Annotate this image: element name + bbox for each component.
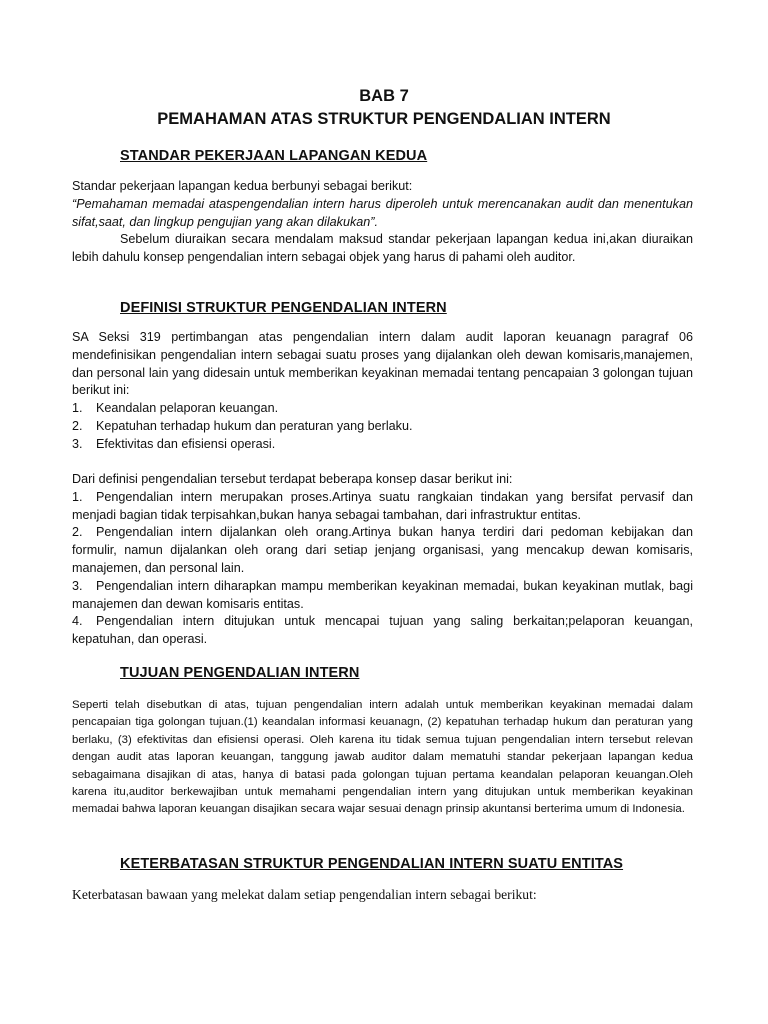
standard-intro: Standar pekerjaan lapangan kedua berbunyi sebagai berikut:	[72, 179, 413, 193]
list-item	[72, 524, 693, 577]
list-number: 1.	[72, 401, 83, 416]
section-heading-keterbatasan: KETERBATASAN STRUKTUR PENGENDALIAN INTERN SUATU ENTITAS	[120, 856, 624, 872]
list-number: 3.	[72, 436, 83, 451]
list-text: Pengendalian intern ditujukan untuk mencapai tujuan yang saling berkaitan;pelaporan keuangan, kepatuhan, dan operasi.	[72, 614, 693, 647]
standard-paragraph: Sebelum diuraikan secara mendalam maksud standar pekerjaan lapangan kedua ini,akan diuraikan lebih dahulu konsep pengendalian intern sebagai objek yang harus di pahami oleh auditor.	[72, 232, 693, 265]
list-item	[72, 489, 693, 525]
section-heading-standar: STANDAR PEKERJAAN LAPANGAN KEDUA	[120, 148, 428, 164]
list-text: Pengendalian intern diharapkan mampu memberikan keyakinan memadai, bukan keyakinan mutlak, bagi manajemen dan dewan komisaris entitas.	[72, 578, 693, 611]
list-item	[72, 436, 693, 454]
list-text: Kepatuhan terhadap hukum dan peraturan yang berlaku.	[96, 418, 413, 433]
list-text: Pengendalian intern merupakan proses.Artinya suatu rangkaian tindakan yang bersifat pervasif dan menjadi bagian tidak terpisahkan,bukan hanya sebagai tambahan, dari infrastruktur entitas.	[72, 489, 693, 522]
list-number: 3.	[72, 578, 83, 593]
limitation-paragraph: Keterbatasan bawaan yang melekat dalam setiap pengendalian intern sebagai berikut:	[72, 887, 537, 902]
list-item	[72, 578, 693, 614]
list-number: 4.	[72, 614, 83, 629]
section-heading-tujuan: TUJUAN PENGENDALIAN INTERN	[120, 665, 360, 681]
concepts-intro: Dari definisi pengendalian tersebut terdapat beberapa konsep dasar berikut ini:	[72, 472, 513, 486]
list-number: 2.	[72, 525, 83, 540]
section-heading-definisi: DEFINISI STRUKTUR PENGENDALIAN INTERN	[120, 300, 447, 316]
standard-quote: “Pemahaman memadai ataspengendalian intern harus diperoleh untuk merencanakan audit dan menentukan sifat,saat, dan lingkup pengujian yang akan dilakukan”.	[72, 196, 693, 229]
list-text: Keandalan pelaporan keuangan.	[96, 401, 279, 416]
list-item	[72, 400, 693, 418]
list-number: 2.	[72, 418, 83, 433]
list-number: 1.	[72, 489, 83, 504]
chapter-number: BAB 7	[359, 87, 409, 105]
concepts-list	[72, 489, 693, 649]
chapter-title: PEMAHAMAN ATAS STRUKTUR PENGENDALIAN INTERN	[157, 110, 611, 128]
list-item	[72, 613, 693, 649]
list-text: Pengendalian intern dijalankan oleh orang.Artinya bukan hanya terdiri dari pedoman kebijakan dan formulir, namun dijalankan oleh orang dari setiap jenjang organisasi, yang mencakup dewan komisaris, manajemen, dan personal lain.	[72, 525, 693, 575]
definition-paragraph: SA Seksi 319 pertimbangan atas pengendalian intern dalam audit laporan keuanagn paragraf 06 mendefinisikan pengendalian intern sebagai suatu proses yang dijalankan oleh dewan komisaris,manajemen, dan personal lain yang didesain untuk memberikan keyakinan memadai tentang pencapaian 3 golongan tujuan berikut ini:	[72, 330, 693, 398]
objective-paragraph: Seperti telah disebutkan di atas, tujuan pengendalian intern adalah untuk memberikan keyakinan memadai dalam pencapaian tiga golongan tujuan.(1) keandalan informasi keuanagn, (2) kepatuhan terhadap hukum dan peraturan yang berlaku, (3) efektivitas dan efisiensi operasi. Oleh karena itu tidak semua tujuan pengendalian intern tersebut relevan dengan audit atas laporan keuangan, tanggung jawab auditor dalam mematuhi standar pekerjaan lapangan kedua sebagaimana disajikan di atas, hanya di batasi pada golongan tujuan pertama keandalan pelaporan keuangan.Oleh karena itu,auditor berkewajiban untuk memahami pengendalian intern yang ditujukan untuk memberikan keyakinan memadai bahwa laporan keuangan disajikan secara wajar sesuai denagn prinsip akuntansi berterima umum di Indonesia.	[72, 699, 693, 816]
list-item	[72, 418, 693, 436]
list-text: Efektivitas dan efisiensi operasi.	[96, 436, 276, 451]
goals-list	[72, 400, 693, 453]
